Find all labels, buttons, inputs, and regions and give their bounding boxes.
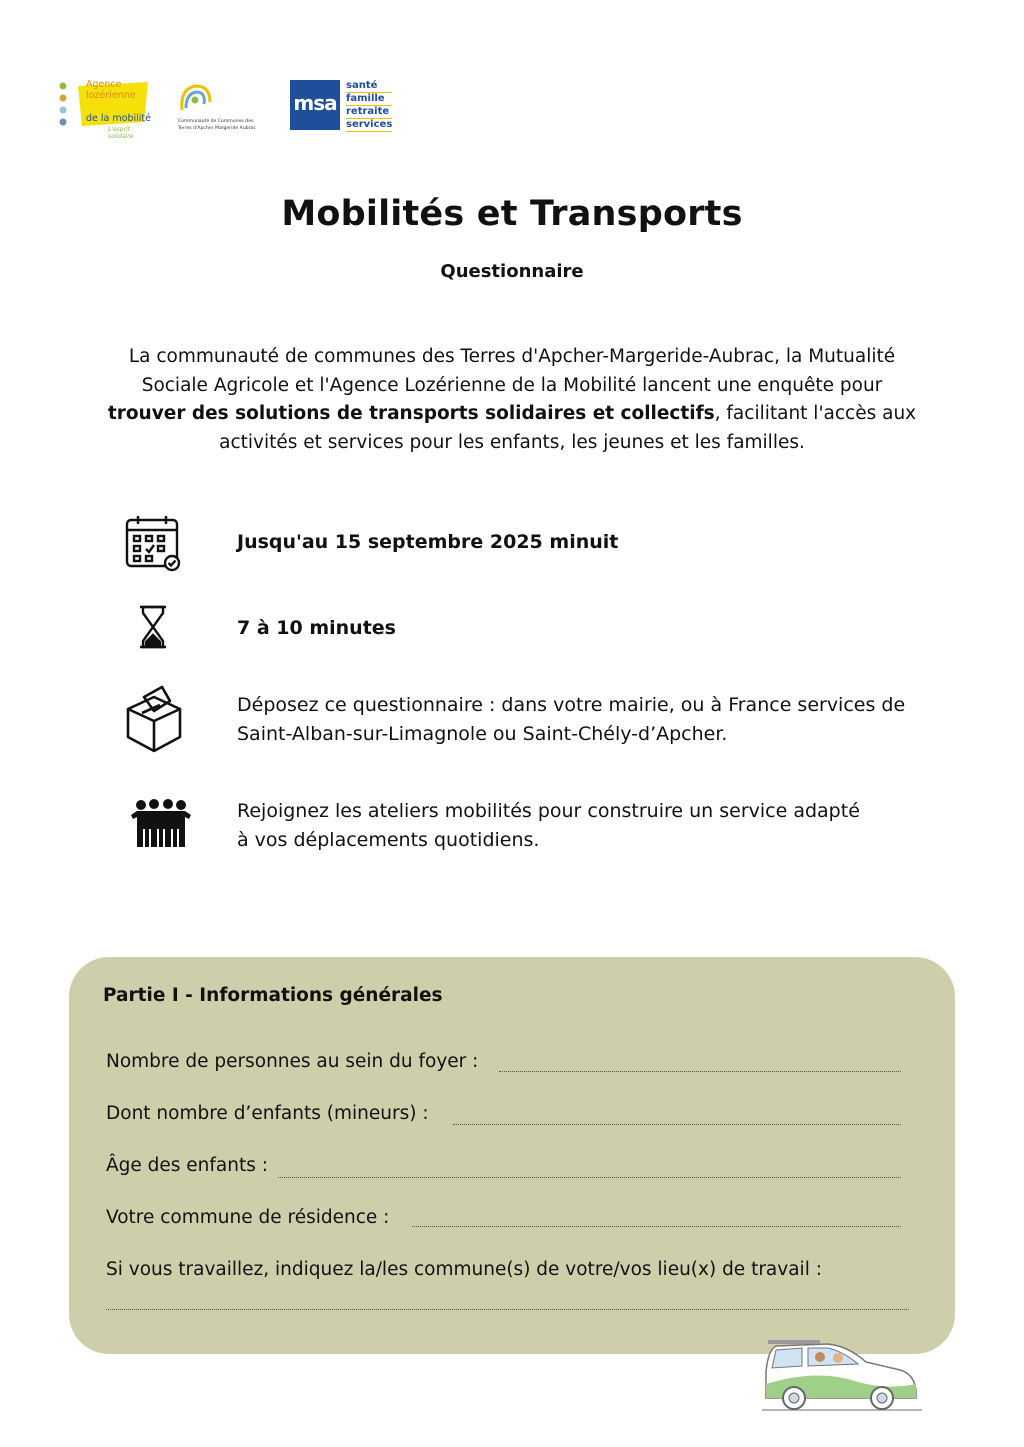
- page-subtitle: Questionnaire: [440, 261, 584, 282]
- msa-line: retraite: [346, 106, 392, 119]
- hourglass-icon: [138, 605, 168, 653]
- agence-logo-tagline: L'esprit solidaire: [108, 126, 134, 140]
- communaute-communes-logo: [176, 82, 272, 134]
- workshops-line-1: Rejoignez les ateliers mobilités pour construire un service adapté: [237, 800, 860, 822]
- cc-logo-line1: Communauté de Communes des: [178, 119, 254, 124]
- agence-logo-line1: Agence lozérienne: [86, 79, 136, 101]
- work-location-label: Si vous travaillez, indiquez la/les commune(s) de votre/vos lieu(x) de travail :: [106, 1259, 822, 1280]
- children-age-label: Âge des enfants :: [106, 1155, 268, 1176]
- workshops-text: [237, 797, 860, 855]
- panel-title: Partie I - Informations générales: [103, 985, 443, 1006]
- deposit-text: [237, 691, 905, 749]
- residence-field[interactable]: [412, 1226, 901, 1227]
- residence-label: Votre commune de résidence :: [106, 1207, 390, 1228]
- msa-logo-letters: msa: [293, 91, 337, 115]
- agence-lozerienne-logo: [56, 76, 156, 138]
- msa-line: services: [346, 119, 393, 130]
- workshops-line-2: à vos déplacements quotidiens.: [237, 829, 540, 851]
- calendar-icon: [124, 514, 182, 576]
- page-title: Mobilités et Transports: [281, 194, 743, 234]
- household-size-field[interactable]: [499, 1071, 901, 1072]
- children-count-label: Dont nombre d’enfants (mineurs) :: [106, 1103, 429, 1124]
- intro-text-bold: trouver des solutions de transports solidaires et collectifs: [107, 403, 715, 424]
- cc-logo-line2: Terres d'Apcher Margeride Aubrac: [178, 126, 256, 131]
- household-size-label: Nombre de personnes au sein du foyer :: [106, 1051, 479, 1072]
- msa-logo-box: [290, 80, 340, 130]
- car-illustration: [758, 1338, 926, 1414]
- deadline-text: Jusqu'au 15 septembre 2025 minuit: [237, 531, 619, 553]
- deposit-line-1: Déposez ce questionnaire : dans votre mairie, ou à France services de: [237, 694, 906, 716]
- children-count-field[interactable]: [453, 1124, 901, 1125]
- duration-text: 7 à 10 minutes: [237, 617, 396, 639]
- work-location-field[interactable]: [106, 1309, 909, 1310]
- group-people-icon: [129, 799, 193, 855]
- msa-line: famille: [346, 93, 392, 106]
- msa-line: santé: [346, 80, 392, 93]
- msa-logo-lines: [346, 80, 392, 132]
- msa-logo: [290, 80, 400, 132]
- children-age-field[interactable]: [278, 1177, 901, 1178]
- intro-paragraph: [100, 343, 924, 457]
- intro-text-2: , facilitant l'accès aux activités et services pour les enfants, les jeunes et les familles.: [219, 403, 917, 453]
- agence-logo-line2: de la mobilité: [86, 113, 151, 124]
- ballot-box-icon: [124, 683, 184, 759]
- intro-text-1: La communauté de communes des Terres d'Apcher-Margeride-Aubrac, la Mutualité Sociale Agricole et l'Agence Lozérienne de la Mobilité lancent une enquête pour: [128, 346, 896, 396]
- deposit-line-2: Saint-Alban-sur-Limagnole ou Saint-Chély-d’Apcher.: [237, 723, 728, 745]
